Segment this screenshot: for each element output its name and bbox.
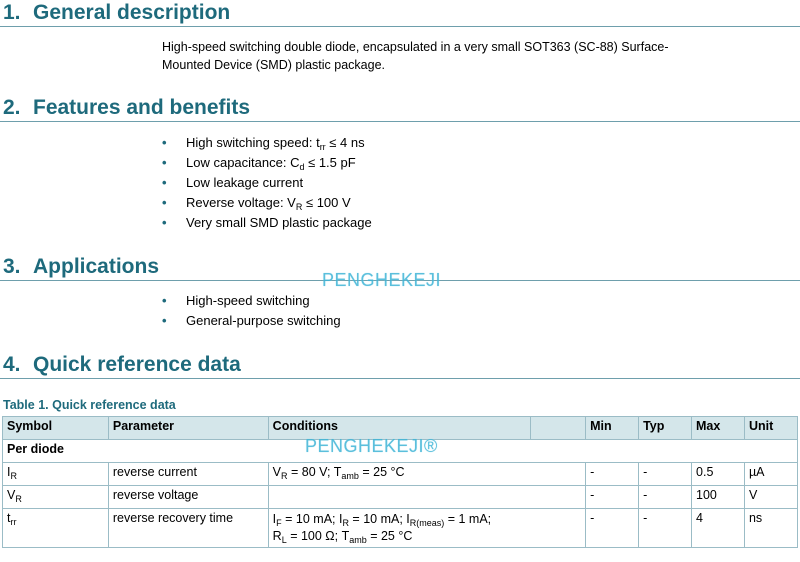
column-header: Typ: [639, 417, 692, 440]
bullet-icon: •: [162, 313, 167, 328]
min-cell: -: [586, 509, 639, 548]
unit-cell: V: [744, 486, 797, 509]
bullet-icon: •: [162, 175, 167, 190]
column-header: Conditions: [268, 417, 531, 440]
table-row: [3, 463, 798, 486]
symbol-cell: $I_R$: [3, 463, 109, 486]
column-header: [531, 417, 586, 440]
section-number: 4.: [3, 353, 21, 376]
section-number: 1.: [3, 1, 21, 24]
column-header: Min: [586, 417, 639, 440]
typ-cell: -: [639, 463, 692, 486]
table-row: [3, 486, 798, 509]
list-item: • Very small SMD plastic package: [162, 213, 372, 233]
section-heading: [0, 95, 800, 122]
section-title: Features and benefits: [33, 96, 251, 119]
list-item: • Low leakage current: [162, 173, 372, 193]
bullet-icon: •: [162, 155, 167, 170]
bullet-icon: •: [162, 215, 167, 230]
min-cell: -: [586, 463, 639, 486]
bullet-icon: •: [162, 195, 167, 210]
table-row: [3, 509, 798, 548]
section-title: General description: [33, 1, 231, 24]
parameter-cell: reverse voltage: [108, 486, 268, 509]
section-quick-reference: [0, 352, 800, 379]
section-number: 2.: [3, 96, 21, 119]
unit-cell: µA: [744, 463, 797, 486]
max-cell: 0.5: [692, 463, 745, 486]
symbol-cell: $V_R$: [3, 486, 109, 509]
section-general-description: [0, 0, 800, 27]
parameter-cell: reverse recovery time: [108, 509, 268, 548]
table-title: Table 1. Quick reference data: [3, 398, 176, 412]
applications-list: [162, 291, 341, 331]
min-cell: -: [586, 486, 639, 509]
description-line: Mounted Device (SMD) plastic package.: [162, 58, 386, 72]
section-title: Quick reference data: [33, 353, 241, 376]
max-cell: 4: [692, 509, 745, 548]
list-item: • Low capacitance: $C_d \le 1.5$ pF: [162, 155, 356, 172]
section-features: [0, 95, 800, 122]
features-list: [162, 133, 372, 233]
max-cell: 100: [692, 486, 745, 509]
column-header: Symbol: [3, 417, 109, 440]
list-item: • High switching speed: $t_{rr} \le 4$ ns: [162, 135, 365, 152]
bullet-icon: •: [162, 135, 167, 150]
column-header: Max: [692, 417, 745, 440]
section-title: Applications: [33, 255, 160, 278]
unit-cell: ns: [744, 509, 797, 548]
column-header: Parameter: [108, 417, 268, 440]
bullet-icon: •: [162, 293, 167, 308]
typ-cell: -: [639, 509, 692, 548]
parameter-cell: reverse current: [108, 463, 268, 486]
general-description-text: [162, 38, 762, 74]
symbol-cell: $t_{rr}$: [3, 509, 109, 548]
list-item: • Reverse voltage: $V_R \le 100$ V: [162, 195, 351, 212]
conditions-cell: [268, 486, 585, 509]
group-label: Per diode: [3, 440, 798, 463]
section-number: 3.: [3, 255, 21, 278]
watermark: PENGHEKEJI®: [305, 436, 438, 456]
section-heading: [0, 352, 800, 379]
list-item: • High-speed switching: [162, 291, 341, 311]
watermark: PENGHEKEJI: [322, 270, 442, 290]
list-item: • General-purpose switching: [162, 311, 341, 331]
conditions-cell: $V_R = 80$ V; $T_{amb} = 25$ °C: [268, 463, 585, 486]
column-header: Unit: [744, 417, 797, 440]
typ-cell: -: [639, 486, 692, 509]
description-line: High-speed switching double diode, encapsulated in a very small SOT363 (SC-88) Surface-: [162, 40, 669, 54]
conditions-cell: $I_F = 10$ mA; $I_R = 10$ mA; $I_{R(meas)} = 1$ mA; $R_L = 100$ Ω; $T_{amb} = 25$ °C: [268, 509, 585, 548]
section-heading: [0, 0, 800, 27]
